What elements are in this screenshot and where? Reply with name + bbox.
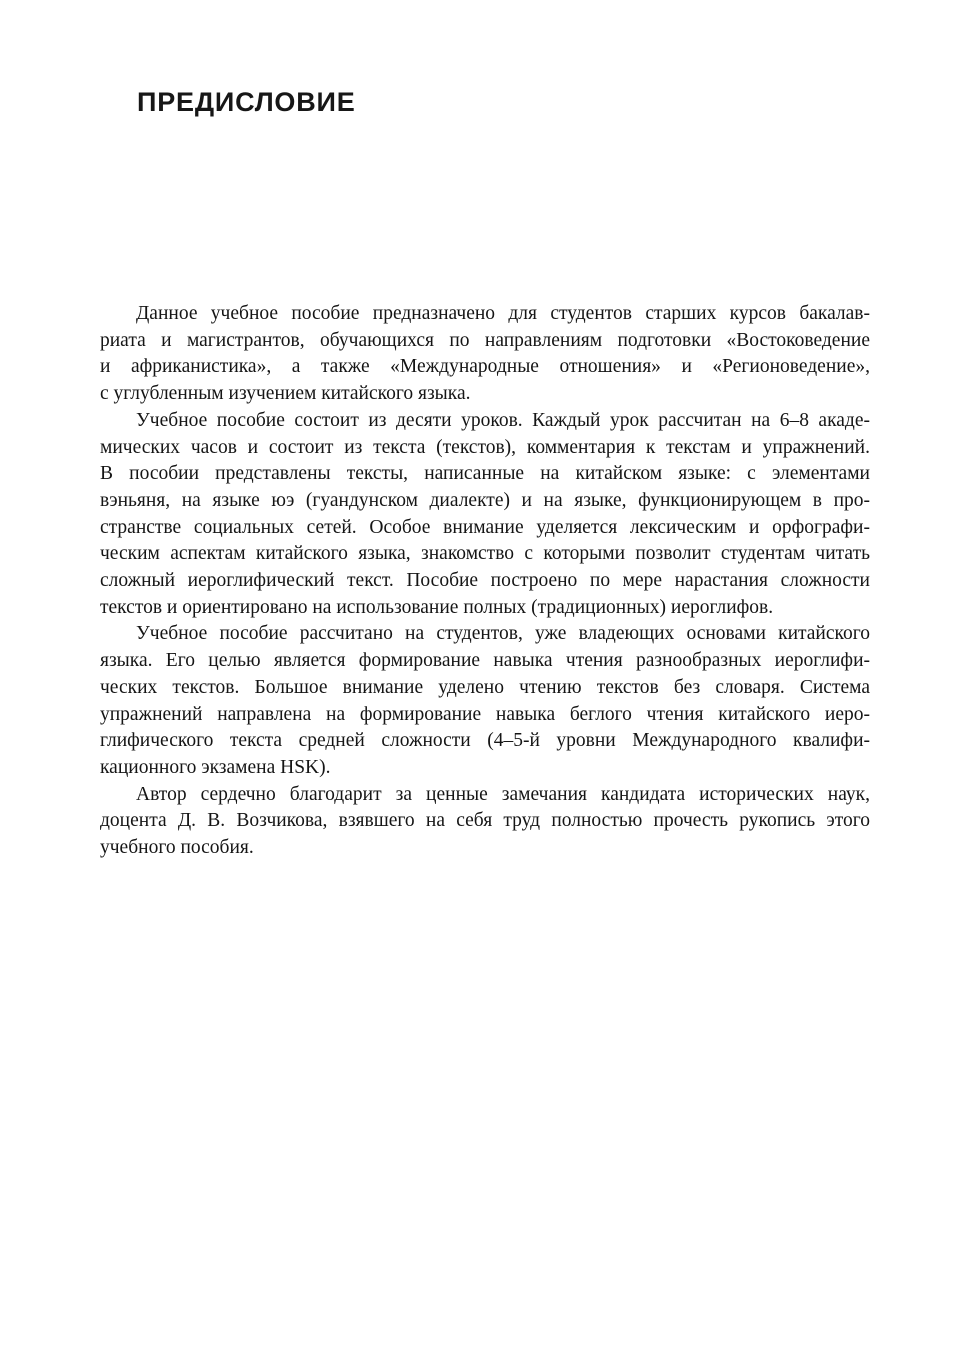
- paragraph-line: риата и магистрантов, обучающихся по направлениям подготовки «Востоковедение: [100, 329, 870, 351]
- paragraph-line: странстве социальных сетей. Особое внимание уделяется лексическим и орфографи-: [100, 516, 870, 538]
- paragraph-line: кационного экзамена HSK).: [100, 756, 331, 778]
- paragraph-line: глифического текста средней сложности (4–5-й уровни Международного квалифи-: [100, 730, 870, 752]
- paragraph-line: доцента Д. В. Возчикова, взявшего на себя труд полностью прочесть рукопись этого: [100, 810, 870, 832]
- paragraph-line: Учебное пособие состоит из десяти уроков. Каждый урок рассчитан на 6–8 акаде-: [136, 409, 870, 431]
- paragraph-line: вэньяня, на языке юэ (гуандунском диалекте) и на языке, функционирующем в про-: [100, 489, 870, 511]
- paragraph: [100, 782, 870, 862]
- paragraph-line: ческих текстов. Большое внимание уделено чтению текстов без словаря. Система: [100, 676, 870, 698]
- paragraph-line: текстов и ориентировано на использование полных (традиционных) иероглифов.: [100, 596, 774, 618]
- paragraph-line: ческим аспектам китайского языка, знакомство с которыми позволит студентам читать: [100, 543, 870, 565]
- paragraph: [100, 621, 870, 781]
- paragraph-line: упражнений направлена на формирование навыка беглого чтения китайского иеро-: [100, 703, 870, 725]
- paragraph-line: с углубленным изучением китайского языка.: [100, 383, 471, 405]
- paragraph-line: учебного пособия.: [100, 837, 254, 859]
- paragraph-line: языка. Его целью является формирование навыка чтения разнообразных иероглифи-: [100, 650, 870, 672]
- paragraph-line: Учебное пособие рассчитано на студентов, уже владеющих основами китайского: [136, 623, 870, 645]
- paragraph-line: сложный иероглифический текст. Пособие построено по мере нарастания сложности: [100, 570, 870, 592]
- paragraph-line: и африканистика», а также «Международные отношения» и «Регионоведение»,: [100, 356, 870, 378]
- paragraph-line: Данное учебное пособие предназначено для студентов старших курсов бакалав-: [136, 303, 870, 324]
- page-heading: ПРЕДИСЛОВИЕ: [137, 87, 356, 117]
- paragraph: [100, 301, 870, 408]
- paragraph-line: мических часов и состоит из текста (текстов), комментария к текстам и упражнений.: [100, 436, 870, 458]
- paragraph-line: Автор сердечно благодарит за ценные замечания кандидата исторических наук,: [136, 783, 870, 805]
- paragraph: [100, 408, 870, 622]
- body-text: [100, 301, 870, 862]
- paragraph-line: В пособии представлены тексты, написанные на китайском языке: с элементами: [100, 463, 870, 485]
